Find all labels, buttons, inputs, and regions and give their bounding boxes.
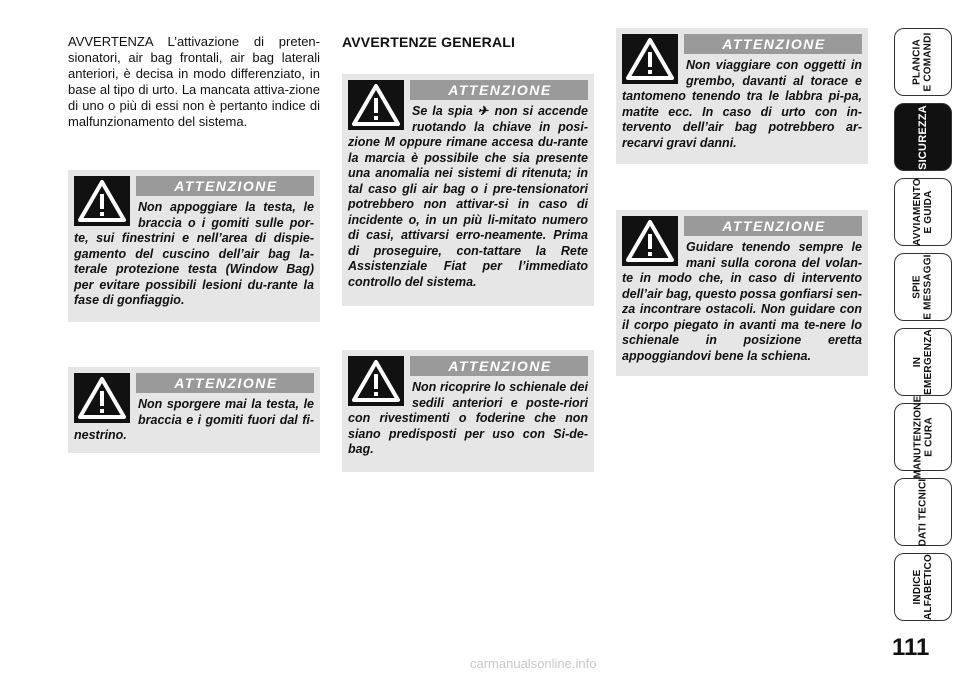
tab-in-emergenza[interactable] xyxy=(894,328,952,396)
warning-label: ATTENZIONE xyxy=(136,373,314,393)
tab-label: IN EMERGENZA xyxy=(912,329,935,395)
warning-triangle-icon xyxy=(348,80,404,130)
tab-label: MANUTENZIONE E CURA xyxy=(912,395,935,479)
watermark: carmanualsonline.info xyxy=(470,656,597,671)
warning-box-objects xyxy=(616,28,868,164)
tab-label: SPIE E MESSAGGI xyxy=(912,254,935,320)
warning-triangle-icon xyxy=(622,216,678,266)
warning-triangle-icon xyxy=(74,176,130,226)
warning-text: Non sporgere mai la testa, le braccia e i gomiti fuori dal fi-nestrino. xyxy=(74,397,314,442)
warning-label: ATTENZIONE xyxy=(684,34,862,54)
warning-text: Se la spia ✈ non si accende ruotando la chiave in posi-zione M oppure rimane accesa du-rante la marcia è possibile che sia presente una anomalia nei sistemi di ritenuta; in tal caso gli air bag o i pre-tensionatori potrebbero non attivar-si in caso di incidente o, in un più li-mitato numero di casi, attivarsi erro-neamente. Prima di proseguire, con-tattare la Rete Assistenziale Fiat per l’immediato controllo del sistema. xyxy=(348,104,588,289)
warning-triangle-icon xyxy=(622,34,678,84)
tab-sicurezza[interactable] xyxy=(894,103,952,171)
tab-dati-tecnici[interactable] xyxy=(894,478,952,546)
tab-label: PLANCIA E COMANDI xyxy=(912,32,934,92)
tab-label: AVVIAMENTO E GUIDA xyxy=(912,178,934,246)
warning-box-seat-cover xyxy=(342,350,594,472)
tab-label: INDICE ALFABETICO xyxy=(912,554,935,620)
warning-text: Guidare tenendo sempre le mani sulla corona del volan-te in modo che, in caso di intervento dell’air bag, questo possa gonfiarsi sen-za incontrare ostacoli. Non guidare con il corpo piegato in avanti ma te-nere lo schienale in posizione eretta appoggiandovi bene la schiena. xyxy=(622,240,862,363)
warning-text: Non viaggiare con oggetti in grembo, davanti al torace e tantomeno tenendo tra le labbra pi-pa, matite ecc. In caso di urto con in-tervento dell’air bag potrebbero ar-recarvi gravi danni. xyxy=(622,58,862,150)
warning-box-window xyxy=(68,367,320,453)
tab-manutenzione-e-cura[interactable] xyxy=(894,395,952,479)
warning-triangle-icon xyxy=(74,373,130,423)
section-heading: AVVERTENZE GENERALI xyxy=(342,34,516,50)
tab-spie-e-messaggi[interactable] xyxy=(894,253,952,321)
tab-avviamento-e-guida[interactable] xyxy=(894,178,952,246)
warning-label: ATTENZIONE xyxy=(684,216,862,236)
tab-label: SICUREZZA xyxy=(916,104,929,170)
tab-plancia-e-comandi[interactable] xyxy=(894,28,952,96)
intro-paragraph: AVVERTENZA L’attivazione di preten-sionatori, air bag frontali, air bag laterali anteriori, è decisa in modo differenziato, in base al tipo di urto. La mancata attiva-zione di uno o più di essi non è pertanto indice di malfunzionamento del sistema. xyxy=(68,34,320,129)
warning-label: ATTENZIONE xyxy=(410,356,588,376)
tab-indice-alfabetico[interactable] xyxy=(894,553,952,621)
page-number: 111 xyxy=(892,634,930,661)
warning-text: Non appoggiare la testa, le braccia o i gomiti sulle por-te, sui finestrini e nell’area di dispie-gamento del cuscino dell’air bag la-terale protezione testa (Window Bag) per evitare possibili lesioni du-rante la fase di gonfiaggio. xyxy=(74,200,314,307)
warning-box-airbag-light xyxy=(342,74,594,306)
tab-label: DATI TECNICI xyxy=(917,478,929,546)
warning-label: ATTENZIONE xyxy=(410,80,588,100)
warning-label: ATTENZIONE xyxy=(136,176,314,196)
warning-triangle-icon xyxy=(348,356,404,406)
warning-text: Non ricoprire lo schienale dei sedili anteriori e poste-riori con rivestimenti o foderine che non siano predisposti per uso con Si-de-bag. xyxy=(348,380,588,456)
warning-box-driving xyxy=(616,210,868,376)
warning-box-window-bag xyxy=(68,170,320,322)
